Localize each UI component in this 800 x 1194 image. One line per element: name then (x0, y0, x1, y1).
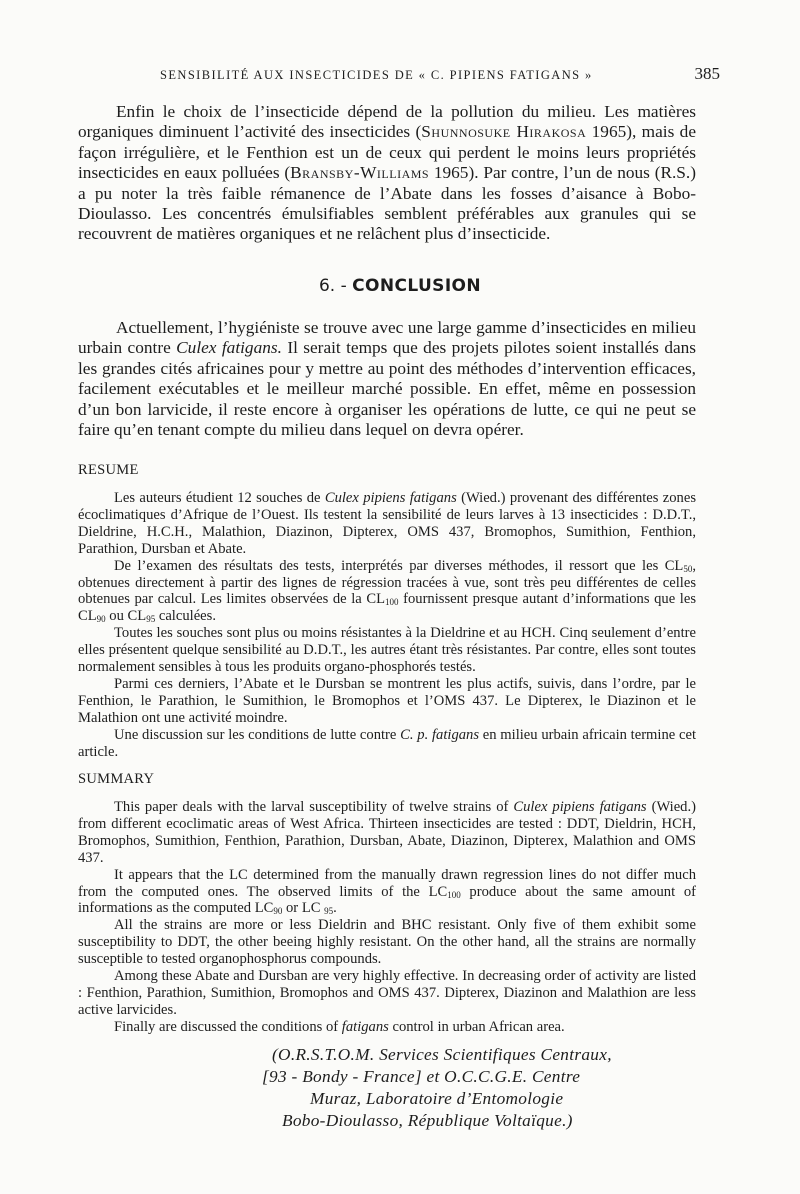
subscript: 90 (96, 614, 106, 625)
summary-body (78, 799, 696, 1036)
text-run: Finally are discussed the conditions of (114, 1018, 342, 1035)
text-run: or LC (282, 900, 325, 917)
address-line: (O.R.S.T.O.M. Services Scientifiques Centraux, (272, 1045, 612, 1064)
text-run: Une discussion sur les conditions de lutte contre (114, 726, 401, 743)
intro-paragraph (78, 102, 696, 245)
text-run: This paper deals with the larval susceptibility of twelve strains of (114, 799, 514, 815)
resume-paragraph (78, 490, 696, 558)
author-reference: Shunnosuke Hirakosa (421, 122, 587, 142)
text-run: en milieu urbain africain termine cet article. (78, 726, 696, 760)
text-run: Actuellement, l’hygiéniste se trouve avec une large gamme d’insecticides en milieu urbain contre (78, 318, 696, 358)
running-title: SENSIBILITÉ AUX INSECTICIDES DE « C. PIPIENS FATIGANS » (160, 68, 593, 82)
running-head (160, 64, 720, 86)
author-reference: Bransby-Williams (290, 163, 430, 183)
text-run: 1965). Par contre, l’un de nous (R.S.) a pu noter la très faible rémanence de l’Abate dans les fosses d’aisance à Bobo-Dioulasso. Les concentrés émulsifiables semblent préférables aux granules qui se recouvrent de matières organiques et ne relâchent plus d’insecticide. (78, 163, 696, 244)
subscript: 100 (385, 597, 399, 608)
species-name: Culex fatigans. (176, 338, 282, 358)
summary-heading: SUMMARY (78, 771, 155, 787)
text-run: (Wied.) provenant des différentes zones écoclimatiques d’Afrique de l’Ouest. Ils testent la sensibilité de leurs larves à 13 insecticides : D.D.T., Dieldrine, H.C.H., Malathion, Diazinon, Dipterex, OMS 437, Bromophos, Sumithion, Fenthion, Parathion, Dursban et Abate. (78, 490, 697, 557)
species-name: Culex pipiens fatigans (324, 490, 457, 506)
section-title: CONCLUSION (352, 276, 482, 296)
conclusion-paragraph (78, 318, 696, 440)
text-run: . (333, 900, 337, 917)
text-run: fournissent presque autant d’informations que les CL (78, 591, 696, 625)
page-number: 385 (694, 64, 720, 83)
text-run: Enfin le choix de l’insecticide dépend de la pollution du milieu. Les matières organiques diminuent l’activité des insecticides ( (78, 102, 696, 142)
text-run: 1965), mais de façon irrégulière, et le Fenthion est un de ceux qui perdent le moins leurs propriétés insecticides en eaux polluées ( (78, 122, 696, 183)
summary-paragraph (78, 799, 696, 867)
summary-paragraph: Among these Abate and Dursban are very highly effective. In decreasing order of activity are listed : Fenthion, Parathion, Sumithion, Bromophos and OMS 437. Dipterex, Diazinon and Malathion are less active larvicides. (78, 968, 696, 1018)
resume-body (78, 490, 696, 761)
text-run: , obtenues directement à partir des lignes de régression tracées à vue, sont très peu différentes de celles obtenues par calcul. Les limites observées de la CL (78, 557, 696, 608)
text-run: produce about the same amount of informations as the computed LC (78, 883, 696, 917)
intro-section (78, 102, 696, 245)
text-run: It appears that the LC determined from the manually drawn regression lines do not differ much from the computed ones. The observed limits of the LC (78, 866, 696, 900)
conclusion-section (78, 318, 696, 440)
address-line: Muraz, Laboratoire d’Entomologie (310, 1089, 564, 1108)
address-line: Bobo-Dioulasso, République Voltaïque.) (282, 1111, 573, 1130)
address-line: [93 - Bondy - France] et O.C.C.G.E. Centre (262, 1067, 581, 1086)
subscript: 95 (324, 906, 334, 917)
species-name: C. p. fatigans (400, 726, 480, 743)
text-run: Il serait temps que des projets pilotes soient installés dans les grandes cités africaines pour y mettre au point des méthodes d’intervention efficaces, facilement exécutables et le meilleur marché possible. En effet, même en possession d’un bon larvicide, il reste encore à organiser les opérations de lutte, ce qui ne peut se faire qu’en tenant compte du milieu dans lequel on devra opérer. (78, 338, 696, 440)
summary-paragraph: All the strains are more or less Dieldrin and BHC resistant. Only five of them exhibit some susceptibility to DDT, the other beeing highly resistant. On the other hand, all the strains are normally susceptible to tested organophosphorus compounds. (78, 917, 696, 968)
text-run: control in urban African area. (388, 1018, 565, 1035)
text-run: ou CL (105, 608, 147, 625)
resume-paragraph (78, 727, 696, 761)
summary-paragraph (78, 867, 696, 918)
resume-paragraph: Toutes les souches sont plus ou moins résistantes à la Dieldrine et au HCH. Cinq seulement d’entre elles présentent quelque sensibilité au D.D.T., les autres étant très résistantes. Par contre, elles sont toutes normalement sensibles à tous les produits organo-phosphorés testés. (78, 625, 696, 676)
section-number: 6. - (318, 276, 347, 296)
text-run: Les auteurs étudient 12 souches de (114, 490, 325, 506)
species-name: Culex pipiens fatigans (513, 799, 647, 815)
resume-paragraph: Parmi ces derniers, l’Abate et le Dursban se montrent les plus actifs, suivis, dans l’ordre, par le Fenthion, le Parathion, le Sumithion, le Bromophos et l’OMS 437. Le Dipterex, le Diazinon et le Malathion ont une activité moindre. (78, 675, 696, 726)
section-heading (0, 276, 800, 296)
subscript: 95 (146, 614, 156, 625)
text-run: calculées. (155, 608, 216, 625)
resume-paragraph (78, 558, 696, 626)
subscript: 90 (273, 906, 283, 917)
text-run: (Wied.) from different ecoclimatic areas of West Africa. Thirteen insecticides are tested : DDT, Dieldrin, HCH, Bromophos, Sumithion, Fenthion, Parathion, Dursban, Abate, Diazinon, Dipterex, Malathion and OMS 437. (78, 799, 696, 866)
subscript: 50 (683, 563, 693, 574)
summary-paragraph (78, 1019, 696, 1036)
author-address (262, 1044, 702, 1132)
text-run: De l’examen des résultats des tests, interprétés par diverses méthodes, il ressort que les CL (114, 557, 684, 574)
resume-heading: RESUME (78, 462, 139, 478)
species-name: fatigans (341, 1018, 389, 1035)
subscript: 100 (447, 889, 461, 900)
